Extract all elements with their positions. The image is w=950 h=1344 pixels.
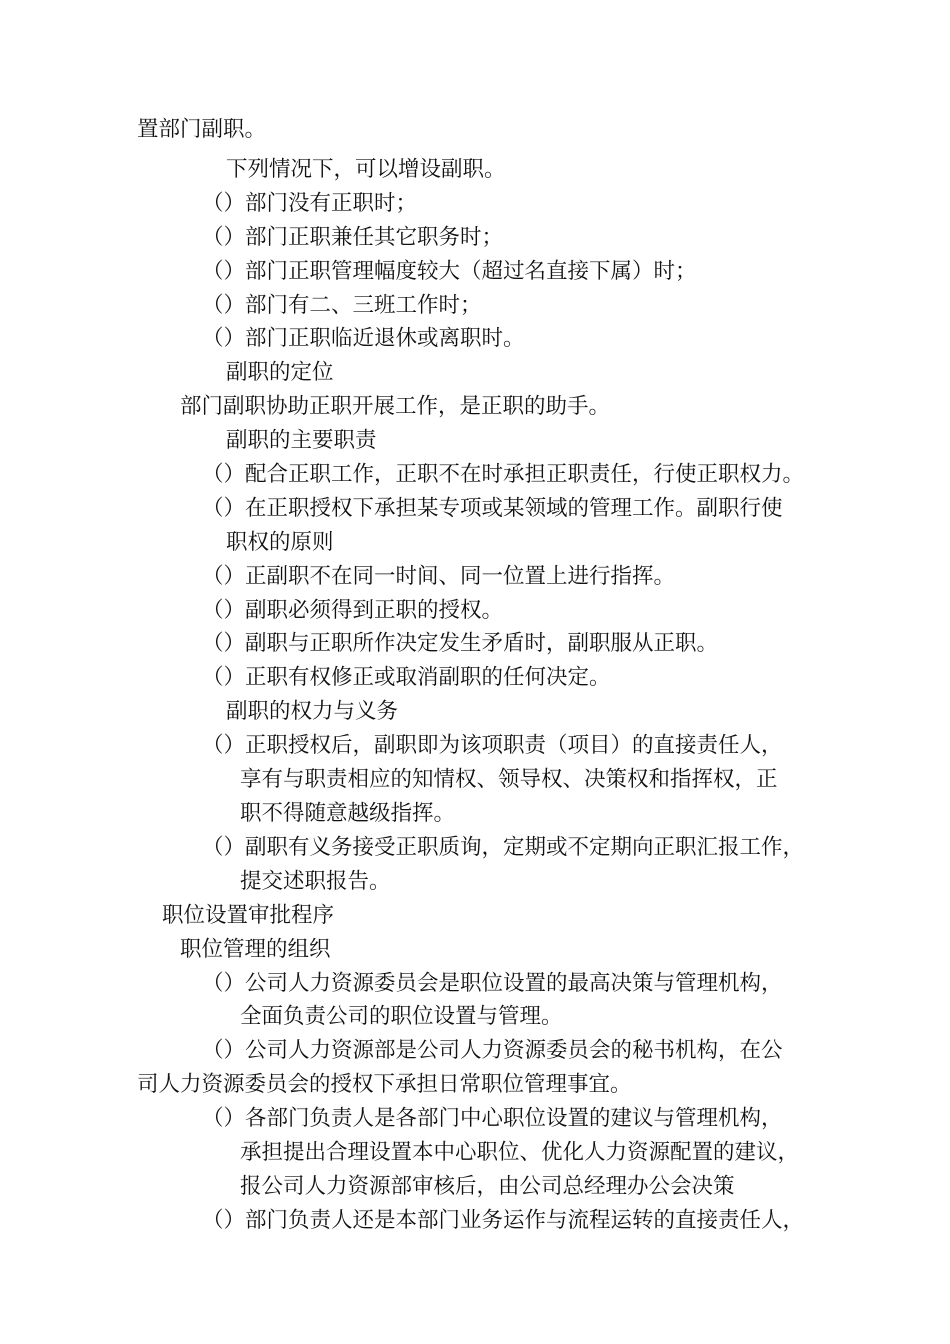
text-line: 部门副职协助正职开展工作，是正职的助手。	[180, 394, 611, 419]
section-heading: 职位管理的组织	[180, 937, 331, 962]
section-heading: 副职的主要职责	[226, 428, 377, 453]
text-line: 职权的原则	[226, 530, 334, 555]
list-item: （）各部门负责人是各部门中心职位设置的建议与管理机构，	[202, 1106, 783, 1131]
list-item: （）在正职授权下承担某专项或某领域的管理工作。副职行使	[202, 496, 783, 521]
text-line: 提交述职报告。	[240, 869, 391, 894]
list-item: （）公司人力资源部是公司人力资源委员会的秘书机构，在公	[202, 1038, 783, 1063]
text-line: 承担提出合理设置本中心职位、优化人力资源配置的建议，	[240, 1140, 800, 1165]
list-item: （）配合正职工作，正职不在时承担正职责任，行使正职权力。	[202, 462, 805, 487]
text-line: 下列情况下，可以增设副职。	[226, 157, 506, 182]
text-line: 报公司人力资源部审核后，由公司总经理办公会决策	[240, 1174, 735, 1199]
list-item: （）正副职不在同一时间、同一位置上进行指挥。	[202, 564, 676, 589]
list-item: （）副职与正职所作决定发生矛盾时，副职服从正职。	[202, 631, 719, 656]
list-item: （）部门没有正职时；	[202, 191, 418, 216]
section-heading: 副职的定位	[226, 360, 334, 385]
list-item: （）副职有义务接受正职质询，定期或不定期向正职汇报工作，	[202, 835, 805, 860]
list-item: （）正职授权后，副职即为该项职责（项目）的直接责任人，	[202, 733, 783, 758]
list-item: （）公司人力资源委员会是职位设置的最高决策与管理机构，	[202, 971, 783, 996]
text-line: 司人力资源委员会的授权下承担日常职位管理事宜。	[137, 1072, 632, 1097]
list-item: （）部门正职兼任其它职务时；	[202, 225, 504, 250]
text-line: 职不得随意越级指挥。	[240, 801, 456, 826]
list-item: （）部门正职管理幅度较大（超过名直接下属）时；	[202, 259, 697, 284]
section-heading: 副职的权力与义务	[226, 699, 399, 724]
list-item: （）副职必须得到正职的授权。	[202, 598, 504, 623]
list-item: （）部门负责人还是本部门业务运作与流程运转的直接责任人，	[202, 1208, 805, 1233]
text-line: 享有与职责相应的知情权、领导权、决策权和指挥权，正	[240, 767, 778, 792]
list-item: （）部门正职临近退休或离职时。	[202, 326, 525, 351]
section-heading: 职位设置审批程序	[162, 903, 335, 928]
text-line: 全面负责公司的职位设置与管理。	[240, 1004, 563, 1029]
text-line: 置部门副职。	[137, 117, 267, 142]
list-item: （）正职有权修正或取消副职的任何决定。	[202, 665, 611, 690]
list-item: （）部门有二、三班工作时；	[202, 293, 482, 318]
